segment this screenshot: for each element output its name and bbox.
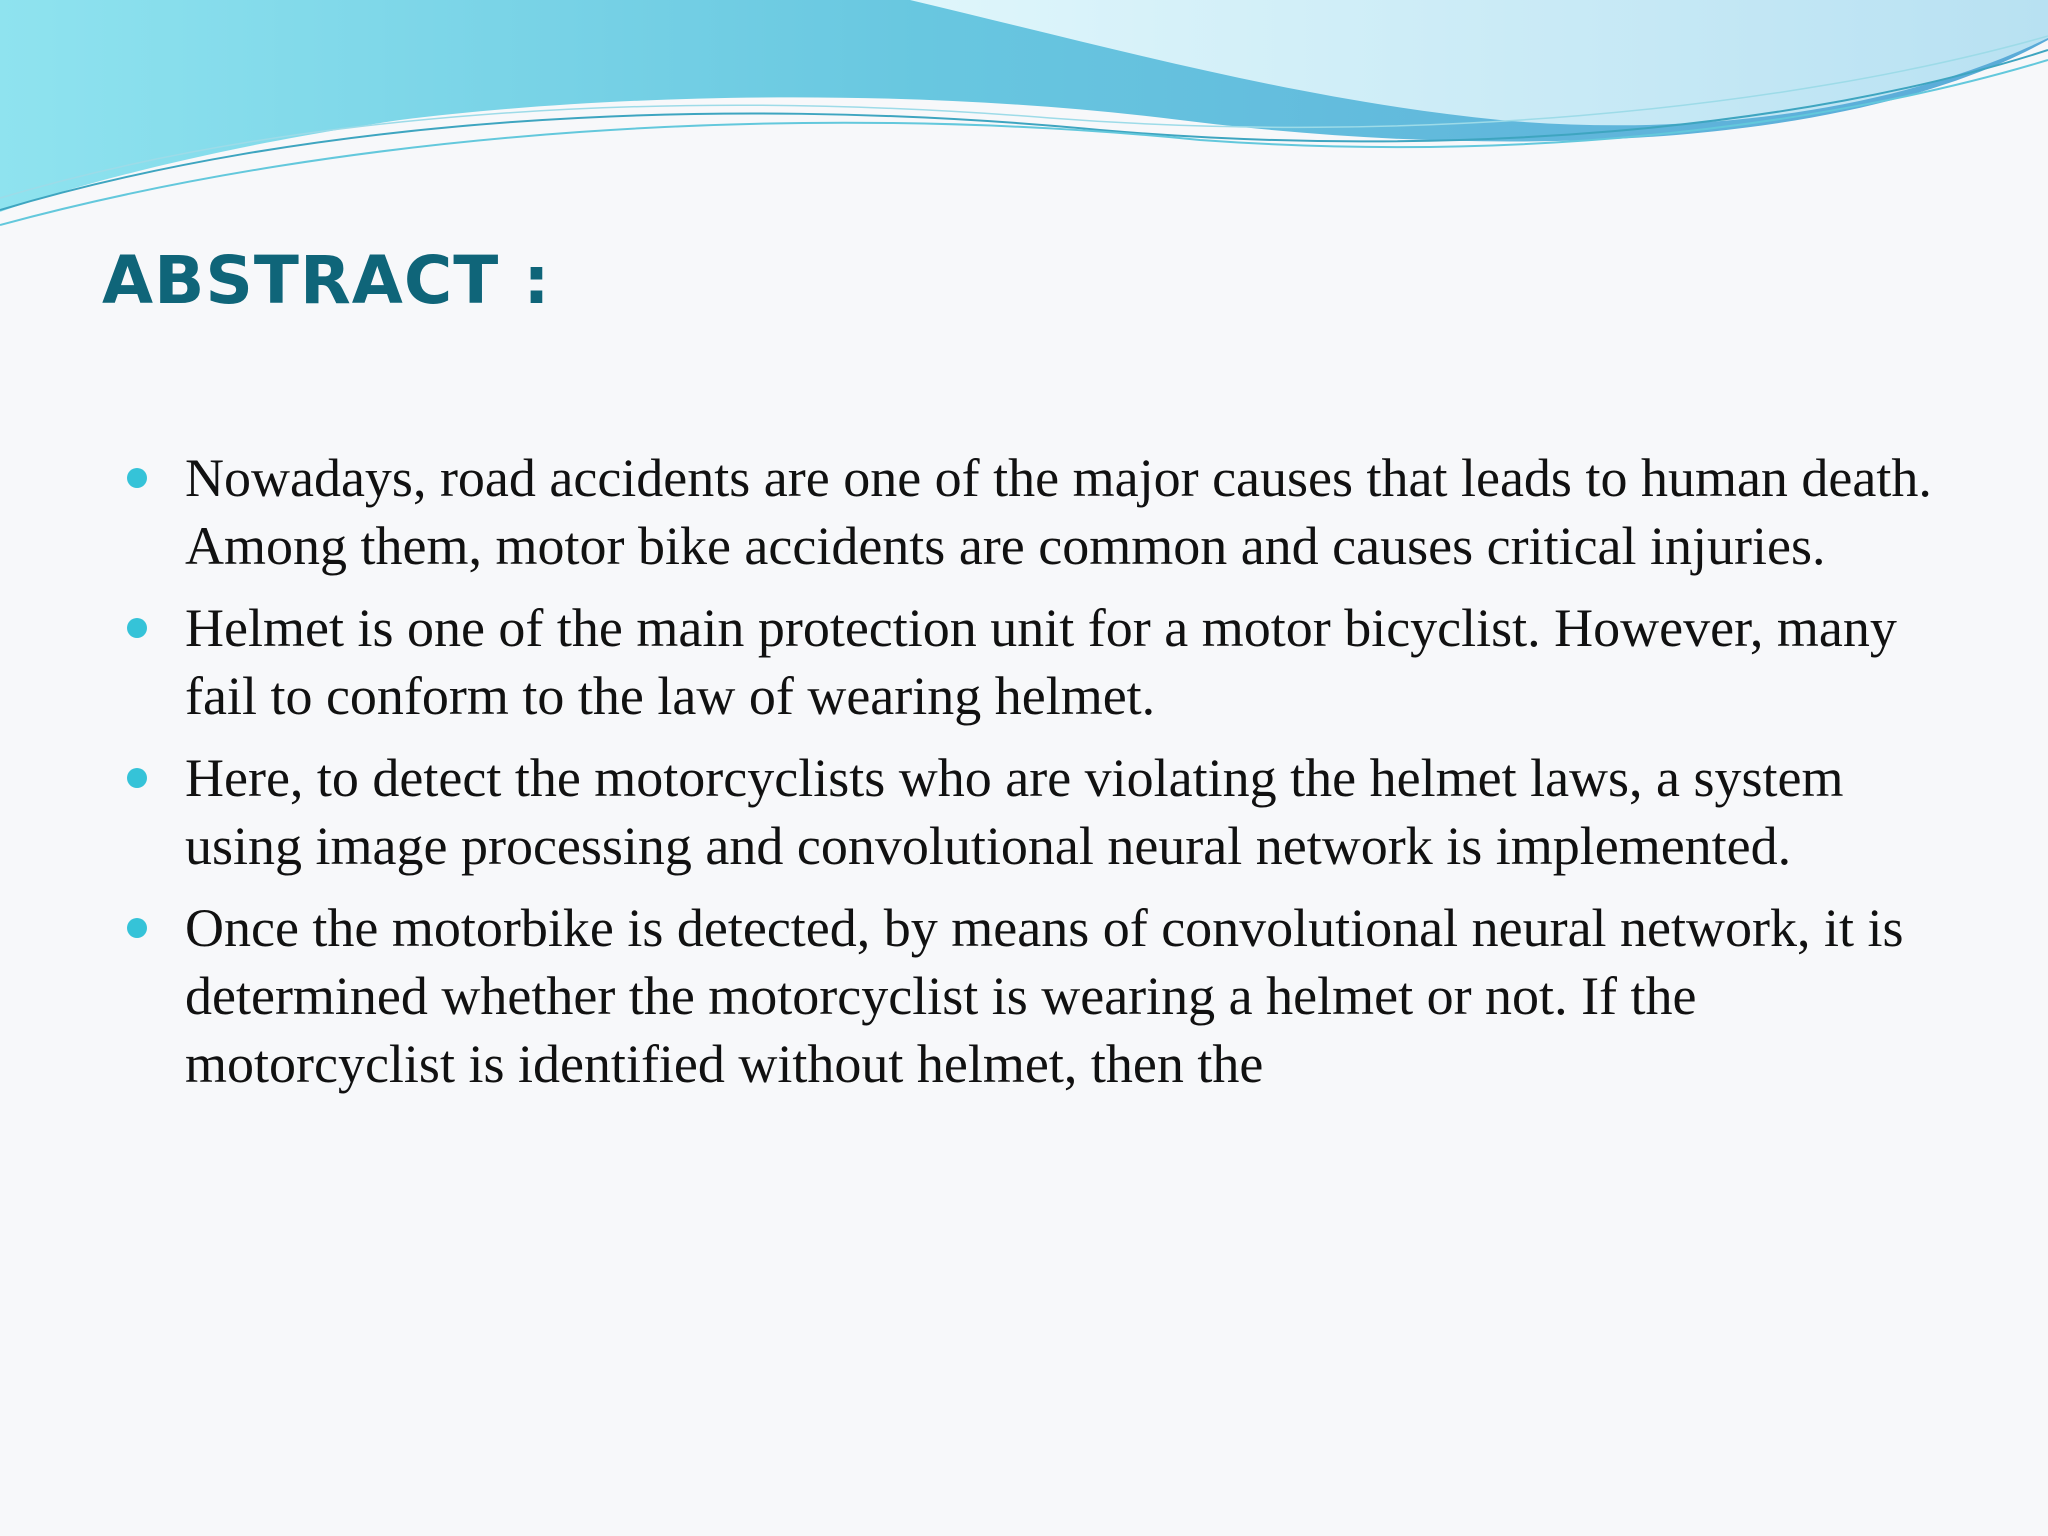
bullet-item <box>127 894 1947 1098</box>
bullet-dot-icon <box>127 768 147 788</box>
bullet-item <box>127 444 1947 580</box>
bullet-dot-icon <box>127 618 147 638</box>
bullet-text: Nowadays, road accidents are one of the major causes that leads to human death. Among them, motor bike accidents are common and causes critical injuries. <box>185 448 1932 576</box>
wave-header-decoration <box>0 0 2048 240</box>
bullet-text: Helmet is one of the main protection unit for a motor bicyclist. However, many fail to conform to the law of wearing helmet. <box>185 598 1897 726</box>
bullet-text: Here, to detect the motorcyclists who are violating the helmet laws, a system using image processing and convolutional neural network is implemented. <box>185 748 1844 876</box>
bullet-text: Once the motorbike is detected, by means of convolutional neural network, it is determined whether the motorcyclist is wearing a helmet or not. If the motorcyclist is identified without helmet, then the <box>185 898 1904 1094</box>
bullet-list <box>127 444 1947 1112</box>
bullet-item <box>127 594 1947 730</box>
bullet-dot-icon <box>127 918 147 938</box>
slide-title: ABSTRACT : <box>102 242 551 319</box>
bullet-item <box>127 744 1947 880</box>
bullet-dot-icon <box>127 468 147 488</box>
